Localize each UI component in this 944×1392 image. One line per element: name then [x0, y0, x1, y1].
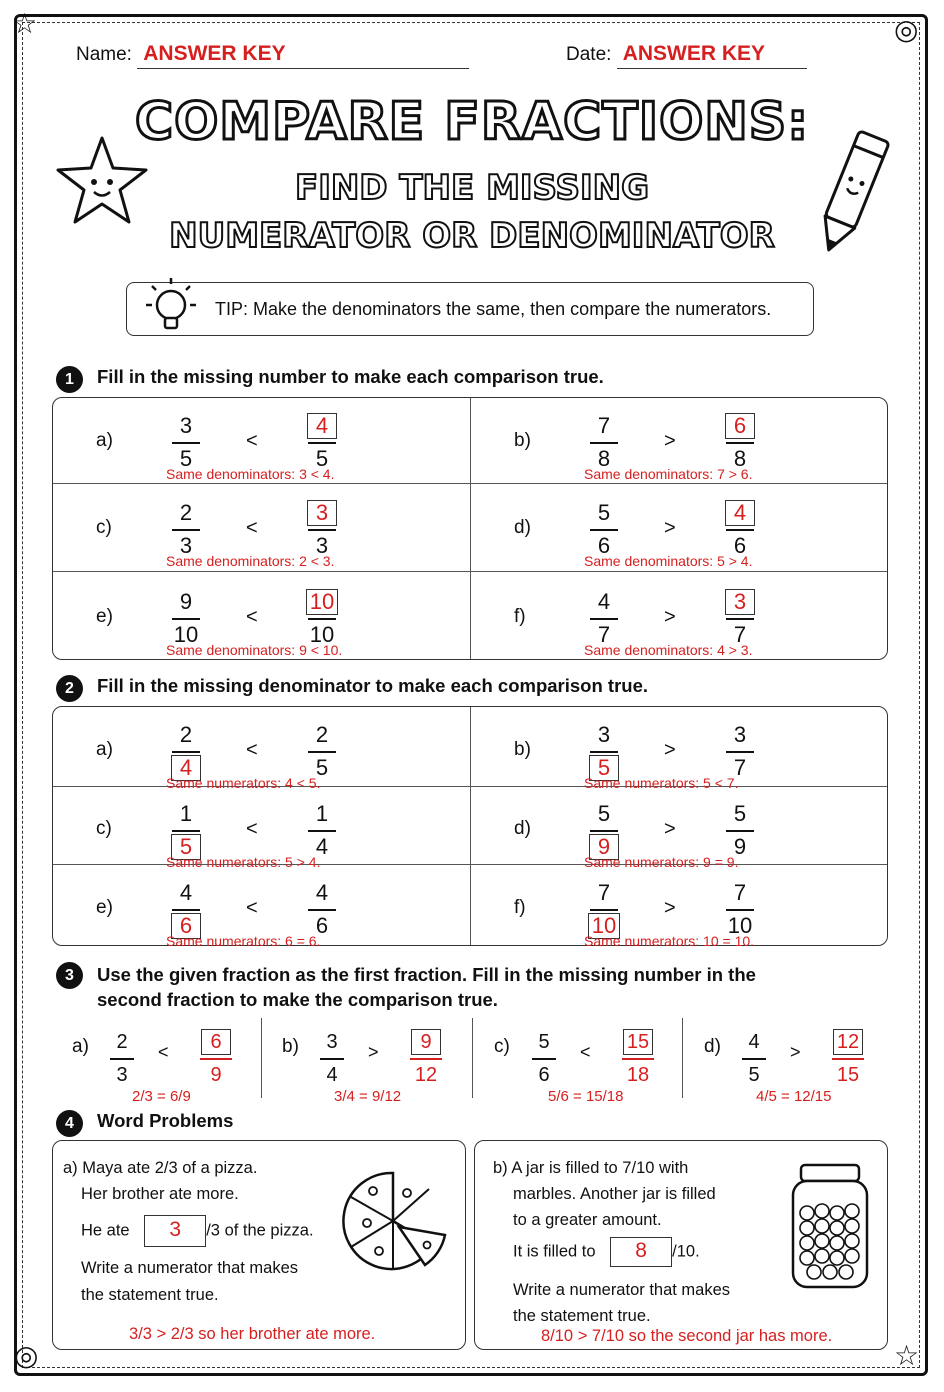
comparison-symbol: < — [580, 1042, 591, 1062]
denominator: 8 — [597, 446, 611, 471]
date-row — [566, 42, 808, 69]
first-fraction — [584, 588, 624, 648]
second-fraction — [302, 499, 342, 559]
section-1-heading — [56, 366, 604, 393]
item-label: b) — [514, 739, 531, 760]
first-fraction — [584, 721, 624, 781]
denominator: 5 — [748, 1064, 760, 1086]
item-label: b) — [514, 430, 531, 451]
comparison-symbol: > — [790, 1042, 801, 1062]
pizza-icon — [337, 1165, 449, 1277]
name-label: Name: — [76, 44, 132, 65]
item-label: a) — [96, 430, 113, 451]
circle-corner-icon: ◎ — [894, 13, 919, 46]
item-label: d) — [514, 818, 531, 839]
numerator: 5 — [597, 801, 611, 826]
denominator: 7 — [597, 622, 611, 647]
first-fraction — [314, 1028, 350, 1088]
section-number: 4 — [56, 1110, 83, 1137]
smiling-star-icon — [52, 132, 152, 232]
grid-divider — [53, 483, 887, 484]
problem-text: the statement true. — [513, 1307, 651, 1325]
section-number: 3 — [56, 962, 83, 989]
denominator: 3 — [315, 533, 329, 558]
comparison-symbol: > — [664, 606, 676, 628]
first-fraction — [736, 1028, 772, 1088]
answer-note: Same denominators: 3 < 4. — [166, 466, 335, 482]
comparison-item — [70, 1028, 290, 1112]
numerator: 3 — [179, 413, 193, 438]
word-problem-a — [52, 1140, 466, 1350]
denominator: 9 — [210, 1064, 222, 1086]
tip-text: TIP: Make the denominators the same, then compare the numerators. — [215, 299, 772, 319]
denominator: 6 — [597, 533, 611, 558]
numerator: 2 — [116, 1031, 128, 1053]
answer-input[interactable]: 3 — [144, 1215, 206, 1247]
first-fraction — [166, 588, 206, 648]
first-fraction — [584, 499, 624, 559]
answer-input[interactable]: 8 — [610, 1237, 672, 1267]
denominator: 6 — [733, 533, 747, 558]
numerator: 7 — [733, 880, 747, 905]
item-label: c) — [494, 1036, 510, 1057]
first-fraction — [584, 879, 624, 939]
problem-text: to a greater amount. — [513, 1211, 662, 1229]
denominator: 18 — [626, 1064, 650, 1086]
second-fraction — [826, 1028, 870, 1088]
answer-note: 4/5 = 12/15 — [756, 1088, 832, 1105]
comparison-symbol: > — [664, 517, 676, 539]
lightbulb-icon — [134, 272, 208, 346]
section-number: 2 — [56, 675, 83, 702]
answer-note: Same numerators: 5 < 7. — [584, 775, 739, 791]
item-label: e) — [96, 897, 113, 918]
problem-text: Write a numerator that makes — [513, 1281, 731, 1299]
denominator-answer-box[interactable]: 5 — [589, 755, 619, 781]
denominator: 4 — [326, 1064, 338, 1086]
answer-note: Same denominators: 4 > 3. — [584, 642, 753, 658]
section-heading-text: Fill in the missing number to make each comparison true. — [97, 366, 604, 387]
comparison-symbol: > — [664, 430, 676, 452]
denominator: 6 — [538, 1064, 550, 1086]
denominator: 10 — [309, 622, 335, 647]
comparison-item — [280, 1028, 500, 1112]
problem-text: b) A jar is filled to 7/10 with — [493, 1159, 689, 1177]
denominator: 5 — [179, 446, 193, 471]
tip-box — [126, 282, 814, 336]
circle-corner-icon: ◎ — [14, 1339, 39, 1372]
denominator: 12 — [414, 1064, 438, 1086]
answer-note: 3/4 = 9/12 — [334, 1088, 402, 1105]
problem-text: /3 of the pizza. — [206, 1221, 314, 1240]
denominator-answer-box[interactable]: 10 — [588, 913, 620, 939]
date-field[interactable]: ANSWER KEY — [617, 42, 807, 69]
denominator: 10 — [173, 622, 199, 647]
numerator: 5 — [597, 500, 611, 525]
answer-note: 2/3 = 6/9 — [132, 1088, 191, 1105]
second-fraction — [194, 1028, 238, 1088]
numerator: 2 — [179, 722, 193, 747]
numerator-answer-box[interactable]: 9 — [411, 1029, 441, 1055]
item-label: a) — [96, 739, 113, 760]
numerator: 3 — [597, 722, 611, 747]
comparison-symbol: < — [246, 739, 258, 761]
problem-text: He ate — [81, 1221, 130, 1240]
numerator: 7 — [597, 413, 611, 438]
comparison-symbol: < — [158, 1042, 169, 1062]
answer-note: Same numerators: 4 < 5. — [166, 775, 321, 791]
first-fraction — [584, 412, 624, 472]
first-fraction — [526, 1028, 562, 1088]
second-fraction — [720, 499, 760, 559]
denominator-answer-box[interactable]: 5 — [171, 834, 201, 860]
problem-text: a) Maya ate 2/3 of a pizza. — [63, 1159, 258, 1177]
numerator-answer-box[interactable]: 6 — [201, 1029, 231, 1055]
answer-explanation: 8/10 > 7/10 so the second jar has more. — [541, 1327, 833, 1345]
item-label: b) — [282, 1036, 299, 1057]
answer-note: Same denominators: 5 > 4. — [584, 553, 753, 569]
first-fraction — [166, 721, 206, 781]
numerator: 1 — [179, 801, 193, 826]
marble-jar-icon — [787, 1161, 873, 1291]
numerator: 9 — [179, 589, 193, 614]
first-fraction — [166, 499, 206, 559]
second-fraction — [404, 1028, 448, 1088]
first-fraction — [166, 412, 206, 472]
section-3-heading — [56, 962, 756, 1012]
answer-note: Same numerators: 9 = 9. — [584, 854, 739, 870]
second-fraction — [302, 879, 342, 939]
problem-text: It is filled to — [513, 1242, 596, 1261]
denominator: 7 — [733, 622, 747, 647]
numerator-answer-box[interactable]: 6 — [725, 413, 755, 439]
page-subtitle-2: NUMERATOR OR DENOMINATOR — [169, 216, 775, 256]
comparison-symbol: > — [664, 897, 676, 919]
second-fraction — [720, 800, 760, 860]
item-label: f) — [514, 606, 526, 627]
answer-note: Same denominators: 2 < 3. — [166, 553, 335, 569]
numerator: 4 — [748, 1031, 760, 1053]
second-fraction — [302, 800, 342, 860]
date-label: Date: — [566, 44, 612, 65]
answer-note: Same numerators: 10 = 10. — [584, 933, 755, 949]
section-heading-text: Word Problems — [97, 1110, 234, 1131]
pencil-icon — [806, 122, 896, 262]
comparison-symbol: < — [246, 606, 258, 628]
comparison-item — [702, 1028, 922, 1112]
second-fraction — [720, 721, 760, 781]
numerator: 4 — [315, 880, 329, 905]
star-corner-icon: ☆ — [12, 7, 38, 40]
comparison-symbol: > — [368, 1042, 379, 1062]
numerator: 1 — [315, 801, 329, 826]
comparison-symbol: < — [246, 818, 258, 840]
comparison-symbol: > — [664, 818, 676, 840]
numerator-answer-box[interactable]: 3 — [725, 589, 755, 615]
second-fraction — [720, 588, 760, 648]
item-label: d) — [514, 517, 531, 538]
problem-text: marbles. Another jar is filled — [513, 1185, 716, 1203]
denominator: 3 — [116, 1064, 128, 1086]
denominator: 3 — [179, 533, 193, 558]
denominator: 5 — [315, 446, 329, 471]
numerator: 4 — [597, 589, 611, 614]
second-fraction — [616, 1028, 660, 1088]
numerator: 4 — [179, 880, 193, 905]
first-fraction — [166, 879, 206, 939]
numerator-answer-box[interactable]: 15 — [623, 1029, 653, 1055]
page-subtitle-1: FIND THE MISSING — [294, 168, 650, 208]
section-heading-text: second fraction to make the comparison true. — [97, 989, 498, 1010]
first-fraction — [584, 800, 624, 860]
second-fraction — [720, 412, 760, 472]
comparison-symbol: < — [246, 897, 258, 919]
word-problem-b — [474, 1140, 888, 1350]
section-heading-text: Fill in the missing denominator to make each comparison true. — [97, 675, 648, 696]
second-fraction — [720, 879, 760, 939]
problem-text: the statement true. — [81, 1286, 219, 1304]
denominator-answer-box[interactable]: 9 — [589, 834, 619, 860]
grid-divider — [470, 398, 471, 659]
problem-text: Write a numerator that makes — [81, 1259, 299, 1277]
item-label: e) — [96, 606, 113, 627]
denominator: 4 — [315, 834, 329, 859]
denominator-answer-box[interactable]: 4 — [171, 755, 201, 781]
first-fraction — [166, 800, 206, 860]
item-label: c) — [96, 818, 112, 839]
item-label: c) — [96, 517, 112, 538]
item-label: d) — [704, 1036, 721, 1057]
numerator: 3 — [733, 722, 747, 747]
problem-text: Her brother ate more. — [81, 1185, 239, 1203]
numerator: 2 — [179, 500, 193, 525]
grid-divider — [53, 571, 887, 572]
numerator-answer-box[interactable]: 3 — [307, 500, 337, 526]
denominator: 10 — [727, 913, 753, 938]
grid-divider — [470, 707, 471, 945]
numerator: 7 — [597, 880, 611, 905]
problem-text: /10. — [672, 1242, 700, 1261]
answer-note: 5/6 = 15/18 — [548, 1088, 624, 1105]
name-field[interactable]: ANSWER KEY — [137, 42, 469, 69]
section-heading-text: Use the given fraction as the first fraction. Fill in the missing number in the — [97, 964, 756, 985]
numerator-answer-box[interactable]: 4 — [307, 413, 337, 439]
answer-note: Same numerators: 5 > 4. — [166, 854, 321, 870]
numerator-answer-box[interactable]: 12 — [833, 1029, 863, 1055]
section-4-heading — [56, 1110, 233, 1137]
denominator: 7 — [733, 755, 747, 780]
star-corner-icon: ☆ — [894, 1339, 920, 1372]
answer-note: Same denominators: 9 < 10. — [166, 642, 343, 658]
answer-note: Same denominators: 7 > 6. — [584, 466, 753, 482]
denominator: 9 — [733, 834, 747, 859]
answer-note: Same numerators: 6 = 6. — [166, 933, 321, 949]
denominator: 6 — [315, 913, 329, 938]
second-fraction — [302, 412, 342, 472]
item-label: a) — [72, 1036, 89, 1057]
denominator: 5 — [315, 755, 329, 780]
denominator-answer-box[interactable]: 6 — [171, 913, 201, 939]
numerator: 5 — [733, 801, 747, 826]
denominator: 15 — [836, 1064, 860, 1086]
comparison-symbol: < — [246, 517, 258, 539]
section-number: 1 — [56, 366, 83, 393]
first-fraction — [104, 1028, 140, 1088]
comparison-symbol: < — [246, 430, 258, 452]
section-2-heading — [56, 675, 648, 702]
numerator: 2 — [315, 722, 329, 747]
second-fraction — [302, 588, 342, 648]
page-title: COMPARE FRACTIONS: — [134, 92, 810, 152]
comparison-symbol: > — [664, 739, 676, 761]
comparison-item — [492, 1028, 712, 1112]
denominator: 8 — [733, 446, 747, 471]
second-fraction — [302, 721, 342, 781]
numerator: 3 — [326, 1031, 338, 1053]
numerator: 5 — [538, 1031, 550, 1053]
answer-explanation: 3/3 > 2/3 so her brother ate more. — [129, 1325, 376, 1343]
item-label: f) — [514, 897, 526, 918]
numerator-answer-box[interactable]: 10 — [306, 589, 338, 615]
numerator-answer-box[interactable]: 4 — [725, 500, 755, 526]
name-row — [76, 42, 470, 69]
